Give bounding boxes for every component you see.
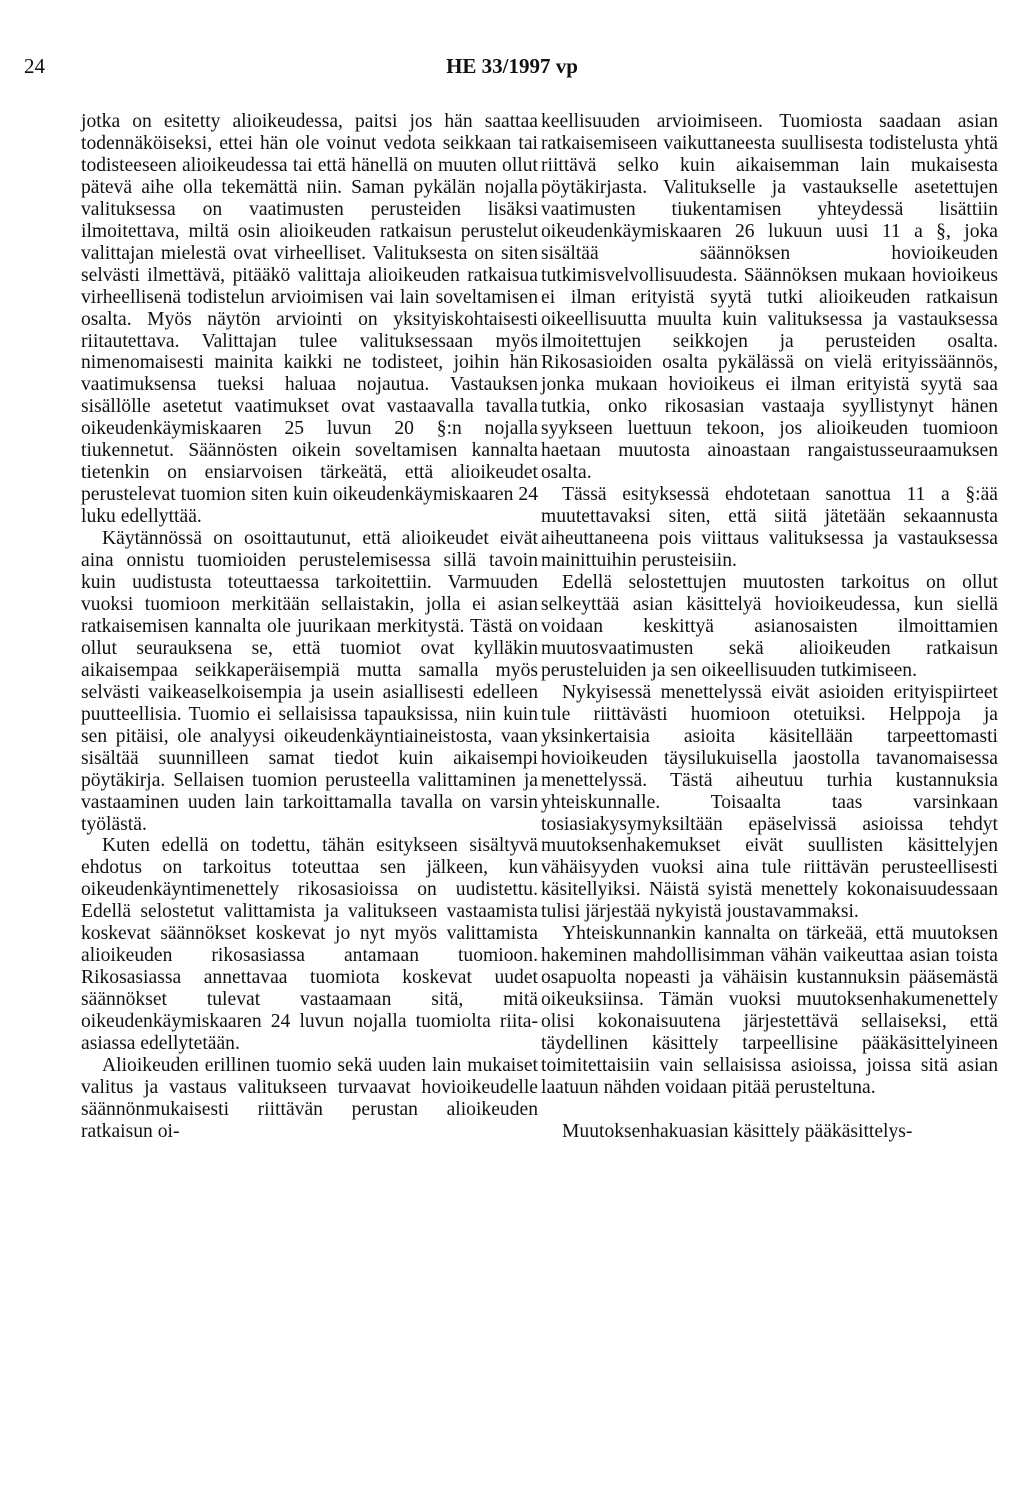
paragraph: Edellä selostettujen muutosten tarkoitus on ollut selkeyttää asian käsittelyä hovioikeudessa, kun siellä voidaan keskittyä asianosaisten ilmoittamien muutosvaatimusten sekä alioikeuden ratkaisun perusteluiden ja sen oikeellisuuden tutkimiseen. bbox=[541, 572, 998, 681]
paragraph: Kuten edellä on todettu, tähän esitykseen sisältyvä ehdotus on tarkoitus toteuttaa sen jälkeen, kun oikeudenkäyntimenettely rikosasioissa on uudistettu. Edellä selostetut valittamista ja valitukseen vastaamista koskevat säännökset koskevat jo nyt myös valittamista alioikeuden rikosasiassa antamaan tuomioon. Rikosasiassa annettavaa tuomiota koskevat uudet säännökset tulevat vastaamaan sitä, mitä oikeudenkäymiskaaren 24 luvun nojalla tuomiolta riita-asiassa edellytetään. bbox=[81, 835, 538, 1055]
paragraph: Tässä esityksessä ehdotetaan sanottua 11 a §:ää muutettavaksi siten, että siitä jätetään sekaannusta aiheuttaneena pois viittaus valituksessa ja vastauksessa mainittuihin perusteisiin. bbox=[541, 484, 998, 572]
paragraph: Alioikeuden erillinen tuomio sekä uuden lain mukaiset valitus ja vastaus valitukseen turvaavat hovioikeudelle säännönmukaisesti riittävän perustan alioikeuden ratkaisun oi- bbox=[81, 1054, 538, 1142]
page-number: 24 bbox=[24, 54, 45, 78]
right-column bbox=[541, 111, 998, 1143]
paragraph: Muutoksenhakuasian käsittely pääkäsittelys- bbox=[562, 1120, 913, 1142]
paragraph: Nykyisessä menettelyssä eivät asioiden erityispiirteet tule riittävästi huomioon otetuiksi. Helppoja ja yksinkertaisia asioita käsitellään tarpeettomasti hovioikeuden täysilukuisella jaostolla tavanomaisessa menettelyssä. Tästä aiheutuu turhia kustannuksia yhteiskunnalle. Toisaalta taas varsinkaan tosiasiakysymyksiltään epäselvissä asioissa tehdyt muutoksenhakemukset eivät suullisten käsittelyjen vähäisyyden vuoksi aina tule riittävän perusteellisesti käsitellyiksi. Näistä syistä menettely kokonaisuudessaan tulisi järjestää nykyistä joustavammaksi. bbox=[541, 681, 998, 923]
paragraph: jotka on esitetty alioikeudessa, paitsi jos hän saattaa todennäköiseksi, ettei hän ole voinut vedota seikkaan tai todisteeseen alioikeudessa tai että hänellä on muuten ollut pätevä aihe olla tekemättä niin. Saman pykälän nojalla valituksessa on vaatimusten perusteiden lisäksi ilmoitettava, miltä osin alioikeuden ratkaisun perustelut valittajan mielestä ovat virheelliset. Valituksesta on siten selvästi ilmettävä, pitääkö valittaja alioikeuden ratkaisua virheellisenä todistelun arvioimisen vai lain soveltamisen osalta. Myös näytön arviointi on yksityiskohtaisesti riitautettava. Valittajan tulee valituksessaan myös nimenomaisesti mainita kaikki ne todisteet, joihin hän vaatimuksensa tueksi haluaa nojautua. Vastauksen sisällölle asetetut vaatimukset ovat vastaavalla tavalla oikeudenkäymiskaaren 25 luvun 20 §:n nojalla tiukennetut. Säännösten oikein soveltamisen kannalta tietenkin on ensiarvoisen tärkeätä, että alioikeudet perustelevat tuomion siten kuin oikeudenkäymiskaaren 24 luku edellyttää. bbox=[81, 111, 538, 528]
paragraph: Käytännössä on osoittautunut, että alioikeudet eivät aina onnistu tuomioiden perustelemisessa sillä tavoin kuin uudistusta toteuttaessa tarkoitettiin. Varmuuden vuoksi tuomioon merkitään sellaistakin, jolla ei asian ratkaisemisen kannalta ole juurikaan merkitystä. Tästä on ollut seurauksena se, että tuomiot ovat kylläkin aikaisempaa seikkaperäisempiä mutta samalla myös selvästi vaikeaselkoisempia ja usein asiallisesti edelleen puutteellisia. Tuomio ei sellaisissa tapauksissa, niin kuin sen pitäisi, ole analyysi oikeudenkäyntiaineistosta, vaan sisältää suunnilleen samat tiedot kuin aikaisempi pöytäkirja. Sellaisen tuomion perusteella valittaminen ja vastaaminen uuden lain tarkoittamalla tavalla on varsin työlästä. bbox=[81, 528, 538, 835]
paragraph: Yhteiskunnankin kannalta on tärkeää, että muutoksen hakeminen mahdollisimman vähän vaikeuttaa asian toista osapuolta nopeasti ja vähäisin kustannuksin pääsemästä oikeuksiinsa. Tämän vuoksi muutoksenhakumenettely olisi kokonaisuutena järjestettävä sellaiseksi, että täydellinen käsittely tarpeellisine pääkäsittelyineen toimitettaisiin vain sellaisissa asioissa, joissa sitä asian laatuun nähden voidaan pitää perusteltuna. bbox=[541, 923, 998, 1098]
paragraph: keellisuuden arvioimiseen. Tuomiosta saadaan asian ratkaisemiseen vaikuttaneesta suullisesta todistelusta yhtä riittävä selko kuin aikaisemman lain mukaisesta pöytäkirjasta. Valitukselle ja vastaukselle asetettujen vaatimusten tiukentamisen yhteydessä lisättiin oikeudenkäymiskaaren 26 lukuun uusi 11 a §, joka sisältää säännöksen hovioikeuden tutkimisvelvollisuudesta. Säännöksen mukaan hovioikeus ei ilman erityistä syytä tutki alioikeuden ratkaisun oikeellisuutta muulta kuin valituksessa ja vastauksessa ilmoitettujen seikkojen ja perusteiden osalta. Rikosasioiden osalta pykälässä on vielä erityissäännös, jonka mukaan hovioikeus ei ilman erityistä syytä saa tutkia, onko rikosasian vastaaja syyllistynyt hänen syykseen luettuun tekoon, jos alioikeuden tuomioon haetaan muutosta ainoastaan rangaistusseuraamuksen osalta. bbox=[541, 111, 998, 484]
left-column bbox=[81, 111, 538, 1143]
running-header: HE 33/1997 vp bbox=[446, 54, 578, 78]
